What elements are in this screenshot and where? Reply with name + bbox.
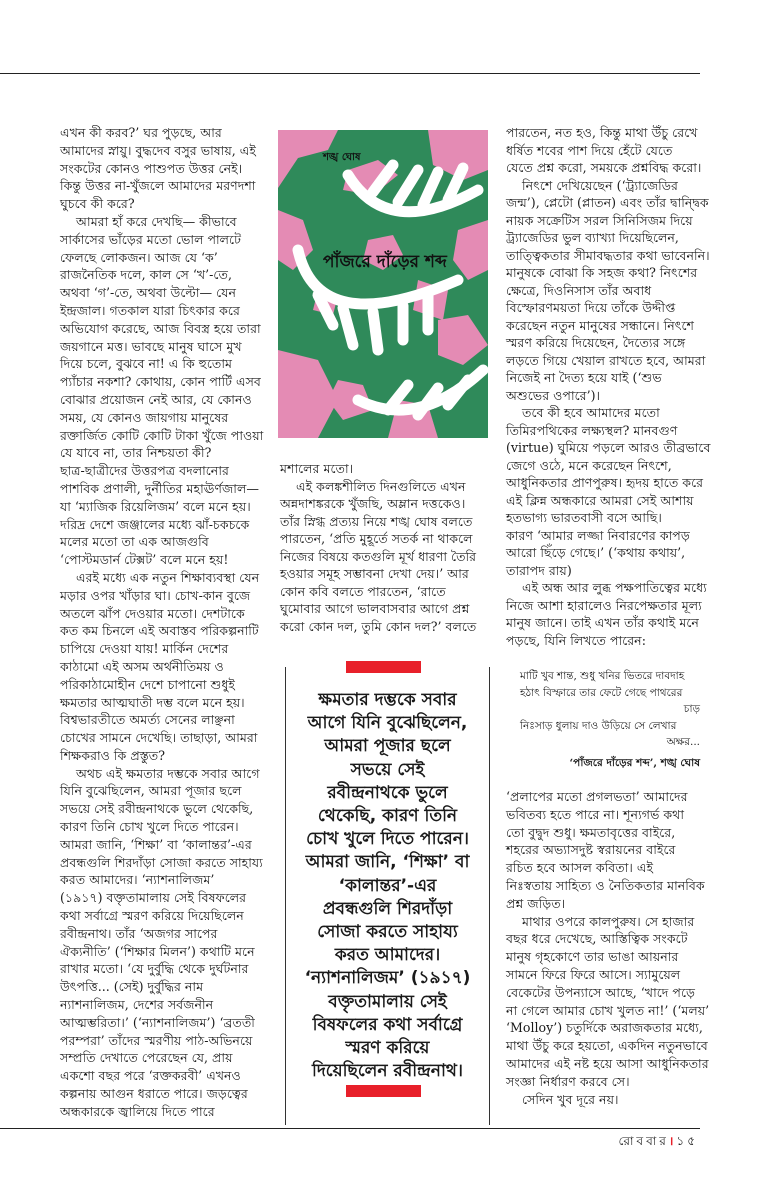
article-text-line: অথবা ‘গ’-তে, অথবা উল্টো— যেন xyxy=(60,285,236,301)
pull-quote-line: রবীন্দ্রনাথকে ভুলে xyxy=(327,782,448,803)
pull-quote-line: আমরা জানি, ‘শিক্ষা’ বা xyxy=(305,852,470,873)
article-text-line: বিশ্বভারতীতে অমর্ত্য সেনের লাঞ্ছনা xyxy=(60,712,235,728)
article-text-line: সংকটের কোনও পাশুপত উত্তর নেই। xyxy=(60,160,243,176)
pull-quote-top-bar xyxy=(346,661,421,673)
article-text-line: রবীন্দ্রনাথ। তাঁর ‘অজগর সাপের xyxy=(60,925,218,941)
pull-quote-line: বক্তৃতামালায় সেই xyxy=(328,991,447,1012)
article-text-line: করো কোন দল, তুমি কোন দল?’ বলতে xyxy=(280,618,477,634)
article-text-line: এরই মধ্যে এক নতুন শিক্ষাব্যবস্থা যেন xyxy=(76,569,260,585)
article-text-line: সভয়ে সেই রবীন্দ্রনাথকে ভুলে থেকেছি, xyxy=(60,801,254,817)
pull-quote-line: সোজা করতে সাহায্য xyxy=(317,922,458,943)
article-text-line: জন্ম’), প্লেটো (প্লাতন) এবং তাঁর দ্বান্দ্বিক xyxy=(506,195,709,210)
article-text-line: পরম্পরা’ তাঁদের স্মরণীয় পাঠ-অভিনয়ে xyxy=(60,1032,253,1048)
article-text-line: কারণ ‘আমার লজ্জা নিবারণের কাপড় xyxy=(506,527,690,543)
article-text-line: কাঠামো এই অসম অর্থনীতিময় ও xyxy=(60,658,224,674)
page-footer xyxy=(618,1132,698,1153)
article-text-line: ক্ষেত্রে, দিওনিসাস তাঁর অবাধ xyxy=(506,282,652,298)
pull-quote-line: দিয়েছিলেন রবীন্দ্রনাথ। xyxy=(312,1061,463,1082)
article-text-line: ট্র্যাজেডির ভুল ব্যাখ্যা দিয়েছিলেন, xyxy=(506,230,679,245)
book-cover-image xyxy=(278,130,488,438)
article-text-line: জেগে ওঠে, মনে করেছেন নিৎশে, xyxy=(506,457,672,473)
article-text-line: একশো বছর পরে ‘রক্তকরবী’ এখনও xyxy=(60,1068,241,1084)
right-column-top xyxy=(506,124,711,649)
article-text-line: কথা সর্বাগ্রে স্মরণ করিয়ে দিয়েছিলেন xyxy=(60,908,244,924)
article-text-line: ঘুমোবার আগে ভালবাসবার আগে প্রশ্ন xyxy=(280,601,470,616)
article-text-line: মানুষ জানে। তাই এখন তাঁর কথাই মনে xyxy=(506,615,699,630)
article-text-line: তিমিরপথিকের লক্ষ্যস্থল? মানবগুণ xyxy=(506,422,678,438)
pull-quote-line: থেকেছি, কারণ তিনি xyxy=(317,806,458,827)
magazine-name: রোববার xyxy=(618,1134,669,1148)
article-text-line: নিঃস্বতায় সাহিত্য ও নৈতিকতার মানবিক xyxy=(506,877,705,893)
pull-quote-line: স্মরণ করিয়ে xyxy=(345,1038,430,1059)
article-text-line: আধুনিকতার প্রাণপুরুষ। হৃদয় হাতে করে xyxy=(506,475,704,490)
article-text-line: তাঁর স্নিগ্ধ প্রত্যয় নিয়ে শঙ্খ ঘোষ বলতে xyxy=(280,513,473,529)
article-text-line: না গেলে আমার চোখ খুলত না!’ (‘মলয়’ xyxy=(506,1002,710,1018)
article-text-line: কোন কবি বলতে পারতেন, ‘রাতে xyxy=(280,583,446,599)
article-text-line: কত কম চিনলে এই অবাস্তব পরিকল্পনাটি xyxy=(60,623,259,639)
article-text-line: রাজনৈতিক দলে, কাল সে ‘খ’-তে, xyxy=(60,267,232,283)
article-text-line: পারতেন, ‘প্রতি মুহূর্তে সতর্ক না থাকলে xyxy=(280,531,473,546)
article-text-line: চোখের সামনে দেখেছি। তাছাড়া, আমরা xyxy=(60,730,258,746)
article-text-line: পাশবিক প্রণালী, দুর্নীতির মহাঊর্ণজাল— xyxy=(60,480,259,496)
article-text-line: ফেলছে লোকজন। আজ যে ‘ক’ xyxy=(60,249,218,265)
article-text-line: লড়তে গিয়ে খেয়াল রাখতে হবে, আমরা xyxy=(506,352,706,368)
article-text-line: সংজ্ঞা নির্ধারণ করবে সে। xyxy=(506,1073,630,1089)
article-text-line: সম্প্রতি দেখাতে পেরেছেন যে, প্রায় xyxy=(60,1050,233,1066)
pull-quote-line: সভয়ে সেই xyxy=(350,759,425,780)
article-text-line: যেতে প্রশ্ন করো, সময়কে প্রশ্নবিদ্ধ করো। xyxy=(506,160,702,175)
bottom-rule xyxy=(0,1128,700,1129)
article-text-line: প্রবন্ধগুলি শিরদাঁড়া সোজা করতে সাহায্য xyxy=(60,854,263,870)
poem-line: নিঃসাড় ধুলায় দাও উড়িয়ে সে লেখার xyxy=(520,719,677,732)
article-text-line: আমাদের এই নষ্ট হয়ে আসা আধুনিকতার xyxy=(506,1055,709,1071)
article-text-line: তারাপদ রায়) xyxy=(506,562,572,578)
article-text-line: হওয়ার সমূহ সম্ভাবনা দেখা দেয়।’ আর xyxy=(280,566,469,581)
top-rule xyxy=(0,73,700,74)
left-column xyxy=(60,124,265,1121)
pull-quote-bottom-bar xyxy=(346,1085,421,1097)
right-column-bottom xyxy=(506,788,710,1108)
article-text-line: ইন্দ্রজাল। গতকাল যারা চিৎকার করে xyxy=(60,302,240,318)
article-text-line: সার্কাসের ভাঁড়ের মতো ভোল পালটে xyxy=(60,231,241,247)
article-text-line: দরিদ্র দেশে জঞ্জালের মধ্যে ঝাঁ-চকচকে xyxy=(60,516,250,532)
article-text-line: জয়গানে মত্ত। ভাবছে মানুষ ঘাসে মুখ xyxy=(60,338,242,354)
article-text-line: ‘পোস্টমডার্ন টেক্সট’ বলে মনে হয়! xyxy=(60,552,229,568)
article-text-line: নিজে আশা হারালেও নিরপেক্ষতার মূল্য xyxy=(506,597,702,613)
article-text-line: পড়ছে, যিনি লিখতে পারেন: xyxy=(506,632,646,648)
article-text-line: মাথা উঁচু করে হয়তো, একদিন নতুনভাবে xyxy=(506,1038,708,1054)
article-text-line: (১৯১৭) বক্তৃতামালায় সেই বিষফলের xyxy=(60,890,247,906)
article-text-line: বোঝার প্রয়োজন নেই আর, যে কোনও xyxy=(60,391,252,407)
article-text-line: মশালের মতো। xyxy=(280,461,354,476)
cover-title: পাঁজরে দাঁড়ের শব্দ xyxy=(323,252,447,272)
article-text-line: প্রশ্ন জড়িত। xyxy=(506,895,566,911)
article-text-line: মানুষ গৃহকোণে তার ভাঙা আয়নার xyxy=(506,949,679,965)
article-text-line: মানুষকে বোঝা কি সহজ কথা? নিৎশের xyxy=(506,265,698,280)
footer-separator: । xyxy=(668,1134,677,1148)
article-text-line: ছাত্র-ছাত্রীদের উত্তরপত্র বদলানোর xyxy=(60,463,229,479)
pull-quote-line: আমরা পূজার ছলে xyxy=(324,736,451,757)
article-text-line: সেদিন খুব দূরে নয়। xyxy=(522,1091,619,1107)
article-text-line: মাথার ওপরে কালপুরুষ। সে হাজার xyxy=(522,913,695,929)
article-text-line: স্মরণ করিয়ে দিয়েছেন, দৈত্যের সঙ্গে xyxy=(506,335,686,350)
article-text-line: কল্পনায় আগুন ধরাতে পারে। জড়ত্বের xyxy=(60,1086,248,1102)
article-text-line: আমাদের স্নায়ু। বুদ্ধদেব বসুর ভাষায়, এই xyxy=(60,142,256,158)
poem-line: চাড় xyxy=(683,703,700,715)
poem-line: হঠাৎ বিস্ফারে তার ফেটে গেছে পাথরের xyxy=(520,686,683,699)
article-text-line: উৎপত্তি... (সেই) দুর্বুদ্ধির নাম xyxy=(60,979,204,995)
article-text-line: রচিত হবে আসল কবিতা। এই xyxy=(506,860,654,876)
article-text-line: ধর্ষিত শবের পাশ দিয়ে হেঁটে যেতে xyxy=(506,142,673,158)
article-text-line: শহরের অভ্যাসদুষ্ট স্বরায়নের বাইরে xyxy=(506,842,676,858)
cover-author: শঙ্খ ঘোষ xyxy=(323,152,361,163)
article-text-line: এই ক্লিন্ন অন্ধকারে আমরা সেই আশায় xyxy=(506,492,694,508)
pull-quote-line: চোখ খুলে দিতে পারেন। xyxy=(306,829,469,850)
pull-quote-text xyxy=(286,689,489,1083)
article-text-line: নিজেই না দৈত্য হয়ে যাই (‘শুভ xyxy=(506,370,662,385)
article-text-line: সামনে ফিরে ফিরে আসে। স্যামুয়েল xyxy=(506,966,681,982)
article-text-line: যে যাবে না, তার নিশ্চয়তা কী? xyxy=(60,445,212,461)
article-text-line: এই অন্ধ আর লুব্ধ পক্ষপাতিত্বের মধ্যে xyxy=(522,580,707,595)
book-cover-art xyxy=(278,130,488,438)
article-text-line: রক্তার্জিত কোটি কোটি টাকা খুঁজে পাওয়া xyxy=(60,427,264,443)
article-text-line: করেছেন নতুন মানুষের সন্ধানে। নিৎশে xyxy=(506,317,694,333)
article-text-line: অভিযোগ করেছে, আজ বিবস্ত্র হয়ে তারা xyxy=(60,320,261,336)
article-text-line: নায়ক সক্রেটিস সরল সিনিসিজম দিয়ে xyxy=(506,212,693,228)
article-text-line: বেকেটের উপন্যাসে আছে, ‘খাদে পড়ে xyxy=(506,984,695,1000)
article-text-line: ন্যাশনালিজম, দেশের সর্বজনীন xyxy=(60,997,214,1013)
article-text-line: ‘Molloy’) চতুর্দিকে অরাজকতার মধ্যে, xyxy=(506,1020,703,1036)
article-text-line: নিজের বিষয়ে কতগুলি মূর্খ ধারণা তৈরি xyxy=(280,548,477,564)
article-text-line: যা ‘ম্যাজিক রিয়েলিজম’ বলে মনে হয়। xyxy=(60,498,251,514)
article-text-line: ঘুচবে কী করে? xyxy=(60,196,135,212)
article-text-line: সময়, যে কোনও জায়গায় মানুষের xyxy=(60,409,229,425)
article-text-line: শিক্ষকরাও কি প্রস্তুত? xyxy=(60,747,165,763)
article-text-line: পারতেন, নত হও, কিন্তু মাথা উঁচু রেখে xyxy=(506,125,698,140)
article-text-line: রাখার মতো। ‘যে দুর্বুদ্ধি থেকে দুর্ঘটনার xyxy=(60,961,249,977)
article-text-line: করত আমাদের। ‘ন্যাশনালিজম’ xyxy=(60,872,215,888)
pull-quote-line: করত আমাদের। xyxy=(334,945,441,966)
article-text-line: অতলে ঝাঁপ দেওয়ার মতো। দেশটাকে xyxy=(60,605,245,621)
article-text-line: অশুভের ওপারে’)। xyxy=(506,387,601,403)
article-text-line: মলের মতো তা এক আজগুবি xyxy=(60,534,209,550)
article-text-line: চাপিয়ে দেওয়া যায়! মার্কিন দেশের xyxy=(60,641,229,657)
article-text-line: প্যাঁচার নকশা? কোথায়, কোন পার্টি এসব xyxy=(60,374,261,390)
article-text-line: অন্নদাশঙ্করকে খুঁজছি, অম্লান দত্তকেও। xyxy=(280,496,466,511)
article-text-line: ক্ষমতার আত্মঘাতী দম্ভ বলে মনে হয়। xyxy=(60,694,245,710)
pull-quote-line: বিষফলের কথা সর্বাগ্রে xyxy=(312,1014,463,1035)
article-text-line: তাত্ত্বিকতার সীমাবদ্ধতার কথা ভাবেননি। xyxy=(506,247,710,263)
article-text-line: আত্মম্ভরিতা।’ (‘ন্যাশনালিজম’) ‘ব্রততী xyxy=(60,1014,255,1030)
page-number: ১৫ xyxy=(676,1134,698,1148)
poem-line: মাটি খুব শান্ত, শুধু খনির ভিতরে দাবদাহ xyxy=(520,670,685,682)
article-text-line: বছর ধরে দেখেছে, আস্তিত্বিক সংকটে xyxy=(506,931,688,947)
poem-source: ‘পাঁজরে দাঁড়ের শব্দ’, শঙ্খ ঘোষ xyxy=(569,756,700,769)
pull-quote-line: প্রবন্ধগুলি শিরদাঁড়া xyxy=(322,898,453,919)
article-text-line: যিনি বুঝেছিলেন, আমরা পূজার ছলে xyxy=(60,783,242,799)
article-text-line: কিন্তু উত্তর না-খুঁজলে আমাদের মরণদশা xyxy=(60,178,256,194)
middle-column xyxy=(280,460,490,635)
article-text-line: আমরা হাঁ করে দেখছি— কীভাবে xyxy=(76,213,237,229)
article-text-line: কারণ তিনি চোখ খুলে দিতে পারেন। xyxy=(60,819,239,835)
article-text-line: ‘প্রলাপের মতো প্রগলভতা’ আমাদের xyxy=(506,789,688,804)
article-text-line: এই কলঙ্কশীলিত দিনগুলিতে এখন xyxy=(296,478,466,494)
poem-quote xyxy=(520,668,700,771)
article-text-line: আমরা জানি, ‘শিক্ষা’ বা ‘কালান্তর’-এর xyxy=(60,836,252,852)
poem-line: অক্ষর... xyxy=(666,736,700,748)
article-text-line: তবে কী হবে আমাদের মতো xyxy=(522,405,660,420)
pull-quote xyxy=(285,667,490,1125)
article-text-line: ঐক্যনীতি’ (‘শিক্ষার মিলন’) কথাটি মনে xyxy=(60,943,255,959)
article-text-line: পরিকাঠামোহীন দেশে চাপানো শুধুই xyxy=(60,676,235,692)
pull-quote-line: ‘ন্যাশনালিজম’ (১৯১৭) xyxy=(304,968,471,989)
article-text-line: ভবিতব্য হতে পারে না। শূন্যগর্ভ কথা xyxy=(506,806,684,822)
article-text-line: হতভাগ্য ভারতবাসী বসে আছি। xyxy=(506,510,662,525)
article-text-line: বিস্ফোরণময়তা দিয়ে তাঁকে উদ্দীপ্ত xyxy=(506,300,676,315)
article-text-line: এখন কী করব?’ ঘর পুড়ছে, আর xyxy=(60,125,222,140)
article-text-line: তো বুদ্বুদ শুধু। ক্ষমতাবৃত্তের বাইরে, xyxy=(506,824,676,840)
article-text-line: দিয়ে চলে, বুঝবে না! এ কি হুতোম xyxy=(60,356,232,372)
article-text-line: মড়ার ওপর খাঁড়ার ঘা। চোখ-কান বুজে xyxy=(60,587,251,603)
article-text-line: আরো ছিঁড়ে গেছে।’ (‘কথায় কথায়’, xyxy=(506,545,686,560)
article-text-line: (virtue) ঘুমিয়ে পড়লে আরও তীব্রভাবে xyxy=(506,440,711,455)
pull-quote-line: ক্ষমতার দম্ভকে সবার xyxy=(318,690,457,710)
article-text-line: অন্ধকারকে জ্বালিয়ে দিতে পারে xyxy=(60,1103,215,1119)
article-text-line: নিৎশে দেখিয়েছেন (‘ট্র্যাজেডির xyxy=(522,177,678,193)
article-text-line: অথচ এই ক্ষমতার দম্ভকে সবার আগে xyxy=(76,765,260,781)
pull-quote-line: আগে যিনি বুঝেছিলেন, xyxy=(307,713,468,734)
pull-quote-line: ‘কালান্তর’-এর xyxy=(338,875,437,896)
